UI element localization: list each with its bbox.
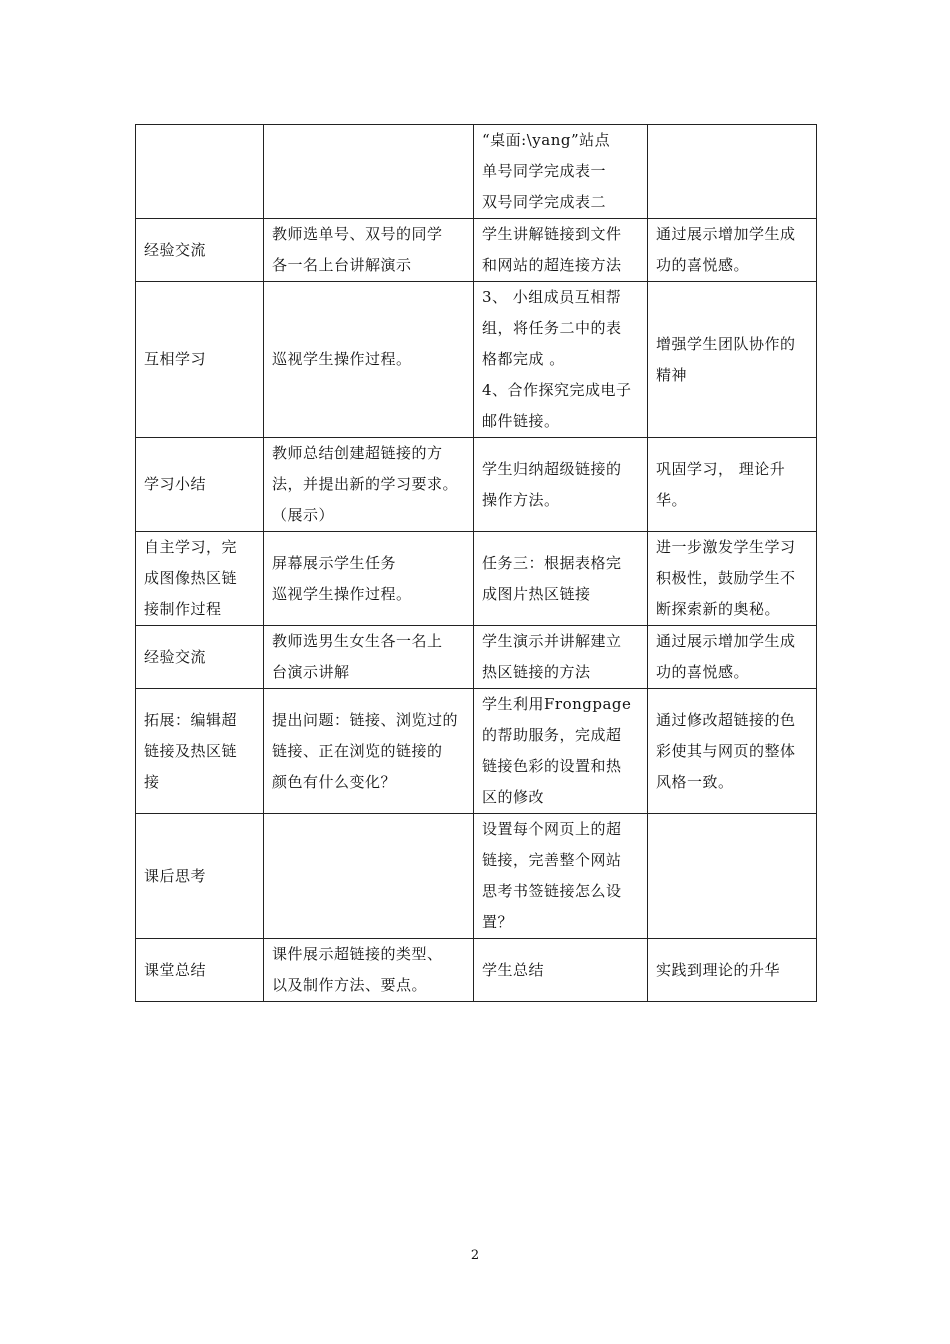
student-activity-cell: [474, 814, 648, 939]
cell-text-line: 通过展示增加学生成: [656, 225, 796, 243]
student-activity-cell: [474, 125, 648, 219]
stage-cell: [136, 438, 264, 532]
cell-text-line: 设置每个网页上的超: [482, 820, 622, 838]
teacher-activity-cell: [264, 438, 474, 532]
teacher-activity-cell: [264, 626, 474, 689]
stage-cell: [136, 689, 264, 814]
cell-text-line: 台演示讲解: [272, 663, 350, 681]
cell-text-line: 精神: [656, 365, 688, 384]
cell-text-line: 学生总结: [482, 960, 545, 979]
cell-text-line: 接制作过程: [144, 600, 222, 618]
cell-text-line: 3、 小组成员互相帮: [482, 288, 622, 306]
design-purpose-cell: [648, 125, 817, 219]
cell-text-line: 巩固学习， 理论升: [656, 459, 786, 478]
cell-text-line: 互相学习: [144, 350, 207, 368]
cell-text-line: 课件展示超链接的类型、: [272, 945, 443, 963]
cell-text-line: 通过修改超链接的色: [656, 710, 796, 729]
cell-text-line: 功的喜悦感。: [656, 256, 750, 274]
cell-text-line: 教师总结创建超链接的方: [272, 444, 443, 462]
cell-text-line: 接: [144, 772, 160, 791]
cell-text-line: 经验交流: [144, 240, 207, 259]
stage-cell: [136, 125, 264, 219]
cell-text-line: 增强学生团队协作的: [656, 334, 796, 353]
cell-text-line: 链接，完善整个网站: [482, 851, 622, 869]
design-purpose-cell: [648, 626, 817, 689]
cell-text-line: 自主学习，完: [144, 538, 238, 556]
student-activity-cell: [474, 282, 648, 438]
cell-text-line: 风格一致。: [656, 772, 734, 791]
table-row: [136, 532, 817, 626]
table-row: [136, 219, 817, 282]
cell-text-line: 法，并提出新的学习要求。: [272, 475, 459, 493]
table-row: [136, 125, 817, 219]
student-activity-cell: [474, 532, 648, 626]
table-row: [136, 814, 817, 939]
cell-text-line: 成图片热区链接: [482, 584, 591, 603]
cell-text-line: 操作方法。: [482, 490, 560, 509]
cell-text-line: 学生讲解链接到文件: [482, 225, 622, 243]
cell-text-line: 屏幕展示学生任务: [272, 553, 397, 572]
cell-text-line: 4、合作探究完成电子: [482, 381, 632, 399]
cell-text-line: 任务三：根据表格完: [482, 553, 622, 572]
cell-text-line: 颜色有什么变化？: [272, 772, 397, 791]
cell-text-line: 以及制作方法、要点。: [272, 976, 428, 994]
student-activity-cell: [474, 939, 648, 1002]
cell-text-line: 单号同学完成表一: [482, 162, 607, 180]
cell-text-line: 的帮助服务，完成超: [482, 726, 622, 744]
design-purpose-cell: [648, 282, 817, 438]
table-row: [136, 438, 817, 532]
design-purpose-cell: [648, 438, 817, 532]
cell-text-line: 通过展示增加学生成: [656, 632, 796, 650]
stage-cell: [136, 814, 264, 939]
teacher-activity-cell: [264, 939, 474, 1002]
cell-text-line: 提出问题：链接、浏览过的: [272, 710, 459, 729]
cell-text-line: 置？: [482, 913, 514, 931]
teacher-activity-cell: [264, 814, 474, 939]
design-purpose-cell: [648, 939, 817, 1002]
stage-cell: [136, 219, 264, 282]
stage-cell: [136, 532, 264, 626]
cell-text-line: 教师选男生女生各一名上: [272, 632, 443, 650]
cell-text-line: 巡视学生操作过程。: [272, 584, 412, 603]
cell-text-line: 功的喜悦感。: [656, 663, 750, 681]
cell-text-line: （展示）: [272, 506, 335, 524]
cell-text-line: 邮件链接。: [482, 412, 560, 430]
cell-text-line: 区的修改: [482, 788, 545, 806]
cell-text-line: 巡视学生操作过程。: [272, 350, 412, 368]
cell-text-line: 双号同学完成表二: [482, 193, 607, 211]
cell-text-line: 进一步激发学生学习: [656, 538, 796, 556]
cell-text-line: 学生归纳超级链接的: [482, 459, 622, 478]
table-row: [136, 939, 817, 1002]
teacher-activity-cell: [264, 219, 474, 282]
cell-text-line: 积极性，鼓励学生不: [656, 569, 796, 587]
cell-text-line: 链接、正在浏览的链接的: [272, 741, 443, 760]
cell-text-line: 格都完成 。: [482, 350, 565, 368]
student-activity-cell: [474, 219, 648, 282]
table-row: [136, 689, 817, 814]
teacher-activity-cell: [264, 532, 474, 626]
cell-text-line: 链接及热区链: [144, 741, 238, 760]
teacher-activity-cell: [264, 282, 474, 438]
cell-text-line: 学习小结: [144, 475, 207, 493]
cell-text-line: 华。: [656, 490, 688, 509]
cell-text-line: 彩使其与网页的整体: [656, 741, 796, 760]
student-activity-cell: [474, 689, 648, 814]
cell-text-line: 教师选单号、双号的同学: [272, 225, 443, 243]
table-row: [136, 626, 817, 689]
cell-text-line: 断探索新的奥秘。: [656, 600, 781, 618]
cell-text-line: 实践到理论的升华: [656, 960, 781, 979]
design-purpose-cell: [648, 532, 817, 626]
design-purpose-cell: [648, 689, 817, 814]
cell-text-line: 学生利用Frongpage: [482, 695, 632, 713]
cell-text-line: 热区链接的方法: [482, 663, 591, 681]
stage-cell: [136, 626, 264, 689]
cell-text-line: 各一名上台讲解演示: [272, 256, 412, 274]
cell-text-line: 课堂总结: [144, 960, 207, 979]
cell-text-line: 组，将任务二中的表: [482, 319, 622, 337]
design-purpose-cell: [648, 219, 817, 282]
cell-text-line: 经验交流: [144, 647, 207, 666]
cell-text-line: 成图像热区链: [144, 569, 238, 587]
teacher-activity-cell: [264, 125, 474, 219]
design-purpose-cell: [648, 814, 817, 939]
cell-text-line: 课后思考: [144, 866, 207, 885]
teacher-activity-cell: [264, 689, 474, 814]
cell-text-line: 学生演示并讲解建立: [482, 632, 622, 650]
cell-text-line: 思考书签链接怎么设: [482, 882, 622, 900]
stage-cell: [136, 939, 264, 1002]
page-number: 2: [470, 1248, 480, 1263]
table-row: [136, 282, 817, 438]
stage-cell: [136, 282, 264, 438]
lesson-plan-table: [135, 124, 817, 1002]
cell-text-line: 链接色彩的设置和热: [482, 757, 622, 775]
cell-text-line: “桌面:\yang”站点: [482, 131, 611, 149]
student-activity-cell: [474, 626, 648, 689]
table-body: [136, 125, 817, 1002]
cell-text-line: 拓展：编辑超: [144, 710, 238, 729]
cell-text-line: 和网站的超连接方法: [482, 256, 622, 274]
student-activity-cell: [474, 438, 648, 532]
